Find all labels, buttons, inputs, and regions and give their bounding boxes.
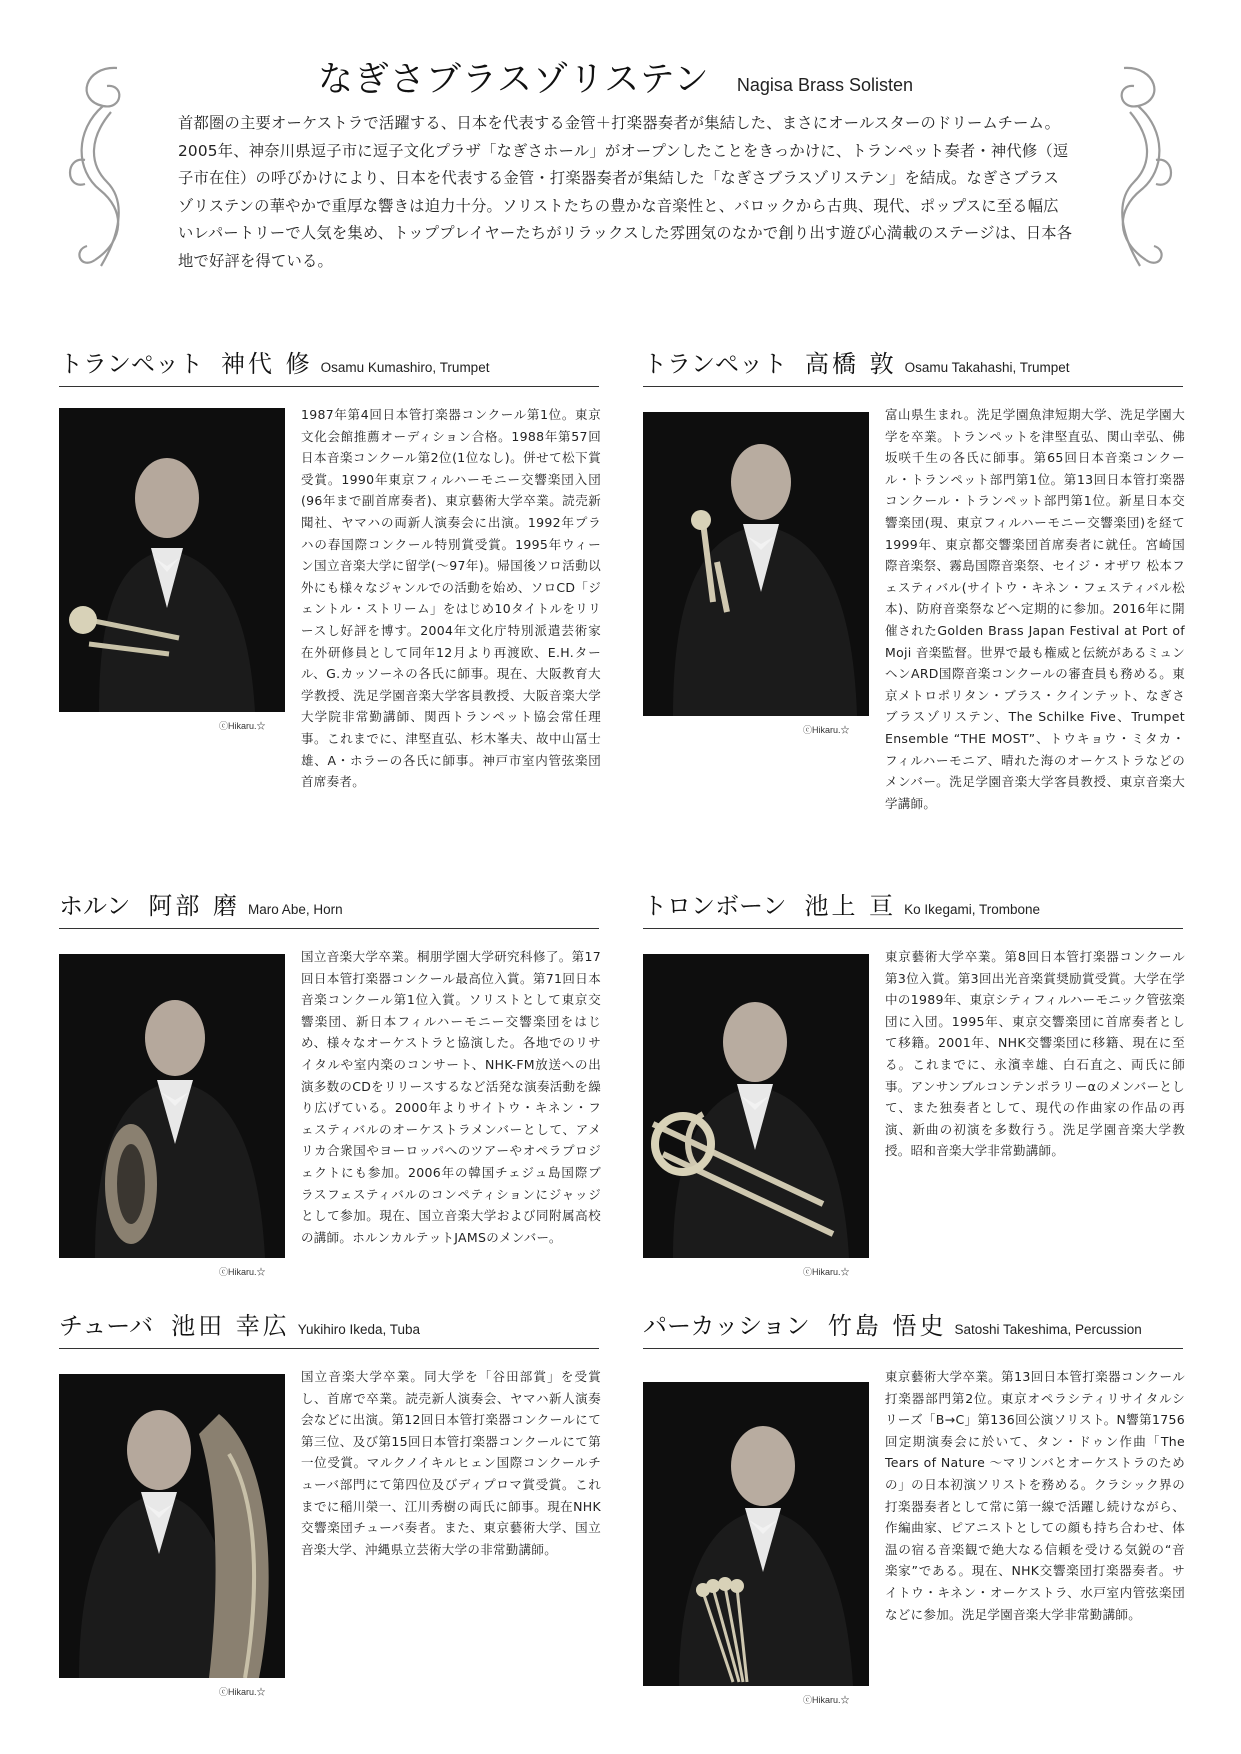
- member-name: 高橋 敦: [805, 350, 897, 378]
- ornament-flourish-right-icon: [1096, 60, 1186, 275]
- photo-credit: ⓒHikaru.☆: [803, 1267, 850, 1277]
- member-name-english: Ko Ikegami, Trombone: [904, 902, 1040, 917]
- photo-credit: ⓒHikaru.☆: [803, 725, 850, 735]
- member-name: 阿部 磨: [148, 892, 241, 920]
- member-heading: [59, 886, 599, 929]
- portrait-horn-player-icon: [59, 954, 285, 1258]
- member-photo: [59, 408, 285, 712]
- portrait-trombone-player-icon: [643, 954, 869, 1258]
- member-photo: [59, 954, 285, 1258]
- member-heading: [59, 344, 599, 387]
- member-card-takahashi: [643, 344, 1185, 811]
- member-heading: [643, 886, 1183, 929]
- portrait-tuba-player-icon: [59, 1374, 285, 1678]
- photo-credit: ⓒHikaru.☆: [219, 1267, 266, 1277]
- member-photo: [643, 1382, 869, 1686]
- member-heading: [643, 1306, 1183, 1349]
- member-card-ikeda: [59, 1306, 601, 1697]
- photo-credit: ⓒHikaru.☆: [219, 1687, 266, 1697]
- member-card-ikegami: [643, 886, 1185, 1277]
- member-name-english: Osamu Kumashiro, Trumpet: [320, 360, 490, 375]
- member-instrument: トランペット: [59, 350, 203, 378]
- member-instrument: パーカッション: [643, 1312, 810, 1340]
- member-instrument: ホルン: [59, 892, 131, 920]
- member-name-english: Osamu Takahashi, Trumpet: [904, 360, 1070, 375]
- portrait-trumpet-player-icon: [643, 412, 869, 716]
- intro-paragraph: 首都圏の主要オーケストラで活躍する、日本を代表する金管＋打楽器奏者が集結した、まさにオールスターのドリームチーム。2005年、神奈川県逗子市に逗子文化プラザ「なぎさホール」がオープンしたことをきっかけに、トランペット奏者・神代修（逗子市在住）の呼びかけにより、日本を代表する金管・打楽器奏者が集結した「なぎさブラスゾリステン」を結成。なぎさブラスゾリステンの華やかで重厚な響きは迫力十分。ソリストたちの豊かな音楽性と、バロックから古典、現代、ポップスに至る幅広いレパートリーで人気を集め、トッププレイヤーたちがリラックスした雰囲気のなかで創り出す遊び心満載のステージは、日本各地で好評を得ている。: [178, 114, 1073, 270]
- title-japanese: なぎさブラスゾリステン: [318, 60, 710, 100]
- member-instrument: チューバ: [59, 1312, 154, 1340]
- portrait-trumpet-player-icon: [59, 408, 285, 712]
- member-name: 池田 幸広: [171, 1312, 290, 1340]
- member-card-takeshima: [643, 1306, 1185, 1705]
- member-biography: 東京藝術大学卒業。第13回日本管打楽器コンクール打楽器部門第2位。東京オペラシティリサイタルシリーズ「B→C」第136回公演ソリスト。N響第1756回定期演奏会に於いて、タン・ドゥン作曲「The Tears of Nature 〜マリンバとオーケストラのための」の日本初演ソリストを務める。クラシック界の打楽器奏者として常に第一線で活躍し続けながら、作編曲家、ピアニストとしての顔も持ち合わせ、体温の宿る音楽観で絶大なる信頼を受ける気鋭の“音楽家”である。現在、NHK交響楽団打楽器奏者。サイトウ・キネン・オーケストラ、水戸室内管弦楽団などに参加。洗足学園音楽大学非常勤講師。: [885, 1369, 1185, 1622]
- member-name-english: Maro Abe, Horn: [248, 902, 343, 917]
- member-instrument: トロンボーン: [643, 892, 787, 920]
- member-card-kumashiro: [59, 344, 601, 790]
- ornament-flourish-left-icon: [55, 60, 145, 275]
- member-photo: [643, 412, 869, 716]
- page-title: [318, 52, 1018, 102]
- member-name: 神代 修: [221, 350, 313, 378]
- member-name-english: Yukihiro Ikeda, Tuba: [297, 1322, 421, 1337]
- portrait-percussion-player-icon: [643, 1382, 869, 1686]
- member-name-english: Satoshi Takeshima, Percussion: [954, 1322, 1142, 1337]
- member-photo: [643, 954, 869, 1258]
- member-heading: [643, 344, 1183, 387]
- title-english: Nagisa Brass Solisten: [736, 75, 913, 95]
- photo-credit: ⓒHikaru.☆: [219, 721, 266, 731]
- member-photo: [59, 1374, 285, 1678]
- member-heading: [59, 1306, 599, 1349]
- member-instrument: トランペット: [643, 350, 787, 378]
- member-name: 池上 亘: [804, 892, 897, 920]
- header: [0, 0, 1241, 300]
- member-biography: 富山県生まれ。洗足学園魚津短期大学、洗足学園大学を卒業。トランペットを津堅直弘、関山幸弘、佛坂咲千生の各氏に師事。第65回日本音楽コンクール・トランペット部門第1位。第13回日本管打楽器コンクール・トランペット部門第1位。新星日本交響楽団(現、東京フィルハーモニー交響楽団)を経て1999年、東京都交響楽団首席奏者に就任。宮崎国際音楽祭、霧島国際音楽祭、セイジ・オザワ 松本フェスティバル(サイトウ・キネン・フェスティバル松本)、防府音楽祭などへ定期的に参加。2016年に開催されたGolden Brass Japan Festival at Port of Moji 音楽監督。世界で最も権威と伝統があるミュンヘンARD国際音楽コンクールの審査員も務める。東京メトロポリタン・ブラス・クインテット、なぎさブラスゾリステン、The Schilke Five、Trumpet Ensemble “THE MOST”、トウキョウ・ミタカ・フィルハーモニア、晴れた海のオーケストラなどのメンバー。洗足学園音楽大学客員教授、東京音楽大学講師。: [885, 407, 1185, 811]
- photo-credit: ⓒHikaru.☆: [803, 1695, 850, 1705]
- member-biography: 東京藝術大学卒業。第8回日本管打楽器コンクール第3位入賞。第3回出光音楽賞奨励賞受賞。大学在学中の1989年、東京シティフィルハーモニック管弦楽団に入団。1995年、東京交響楽団に首席奏者として移籍。2001年、NHK交響楽団に移籍、現在に至る。これまでに、永濱幸雄、白石直之、両氏に師事。アンサンブルコンテンポラリーαのメンバーとして、また独奏者として、現代の作曲家の作品の再演、新曲の初演を多数行う。洗足学園音楽大学教授。昭和音楽大学非常勤講師。: [885, 949, 1185, 1159]
- member-card-abe: [59, 886, 601, 1277]
- member-biography: 国立音楽大学卒業。同大学を「谷田部賞」を受賞し、首席で卒業。読売新人演奏会、ヤマハ新人演奏会などに出演。第12回日本管打楽器コンクールにて第三位、及び第15回日本管打楽器コンクールにて第一位受賞。マルクノイキルヒェン国際コンクールチューバ部門にて第四位及びディプロマ賞受賞。これまでに稲川榮一、江川秀樹の両氏に師事。現在NHK交響楽団チューバ奏者。また、東京藝術大学、国立音楽大学、沖縄県立芸術大学の非常勤講師。: [301, 1369, 601, 1557]
- member-biography: 国立音楽大学卒業。桐朋学園大学研究科修了。第17回日本管打楽器コンクール最高位入賞。第71回日本音楽コンクール第1位入賞。ソリストとして東京交響楽団、新日本フィルハーモニー交響楽団をはじめ、様々なオーケストラと協演した。各地でのリサイタルや室内楽のコンサート、NHK-FM放送への出演多数のCDをリリースするなど活発な演奏活動を繰り広げている。2000年よりサイトウ・キネン・フェスティバルのオーケストラメンバーとして、アメリカ合衆国やヨーロッパへのツアーやオペラプロジェクトにも参加。2006年の韓国チェジュ島国際ブラスフェスティバルのコンペティションにジャッジとして参加。現在、国立音楽大学および同附属高校の講師。ホルンカルテットJAMSのメンバー。: [301, 949, 601, 1245]
- member-biography: 1987年第4回日本管打楽器コンクール第1位。東京文化会館推薦オーディション合格。1988年第57回日本音楽コンクール第2位(1位なし)。併せて松下賞受賞。1990年東京フィルハーモニー交響楽団入団(96年まで副首席奏者)、東京藝術大学卒業。読売新聞社、ヤマハの両新人演奏会に出演。1992年プラハの春国際コンクール特別賞受賞。1995年ウィーン国立音楽大学に留学(〜97年)。帰国後ソロ活動以外にも様々なジャンルでの活動を始め、ソロCD「ジェントル・ストリーム」をはじめ10タイトルをリリースし好評を博す。2004年文化庁特別派遣芸術家在外研修員として同年12月より再渡欧、E.H.タール、G.カッソーネの各氏に師事。現在、大阪教育大学教授、洗足学園音楽大学客員教授、大阪音楽大学大学院非常勤講師、関西トランペット協会常任理事。これまでに、津堅直弘、杉木峯夫、故中山冨士雄、A・ホラーの各氏に師事。神戸市室内管弦楽団首席奏者。: [301, 407, 601, 790]
- member-name: 竹島 悟史: [827, 1312, 947, 1340]
